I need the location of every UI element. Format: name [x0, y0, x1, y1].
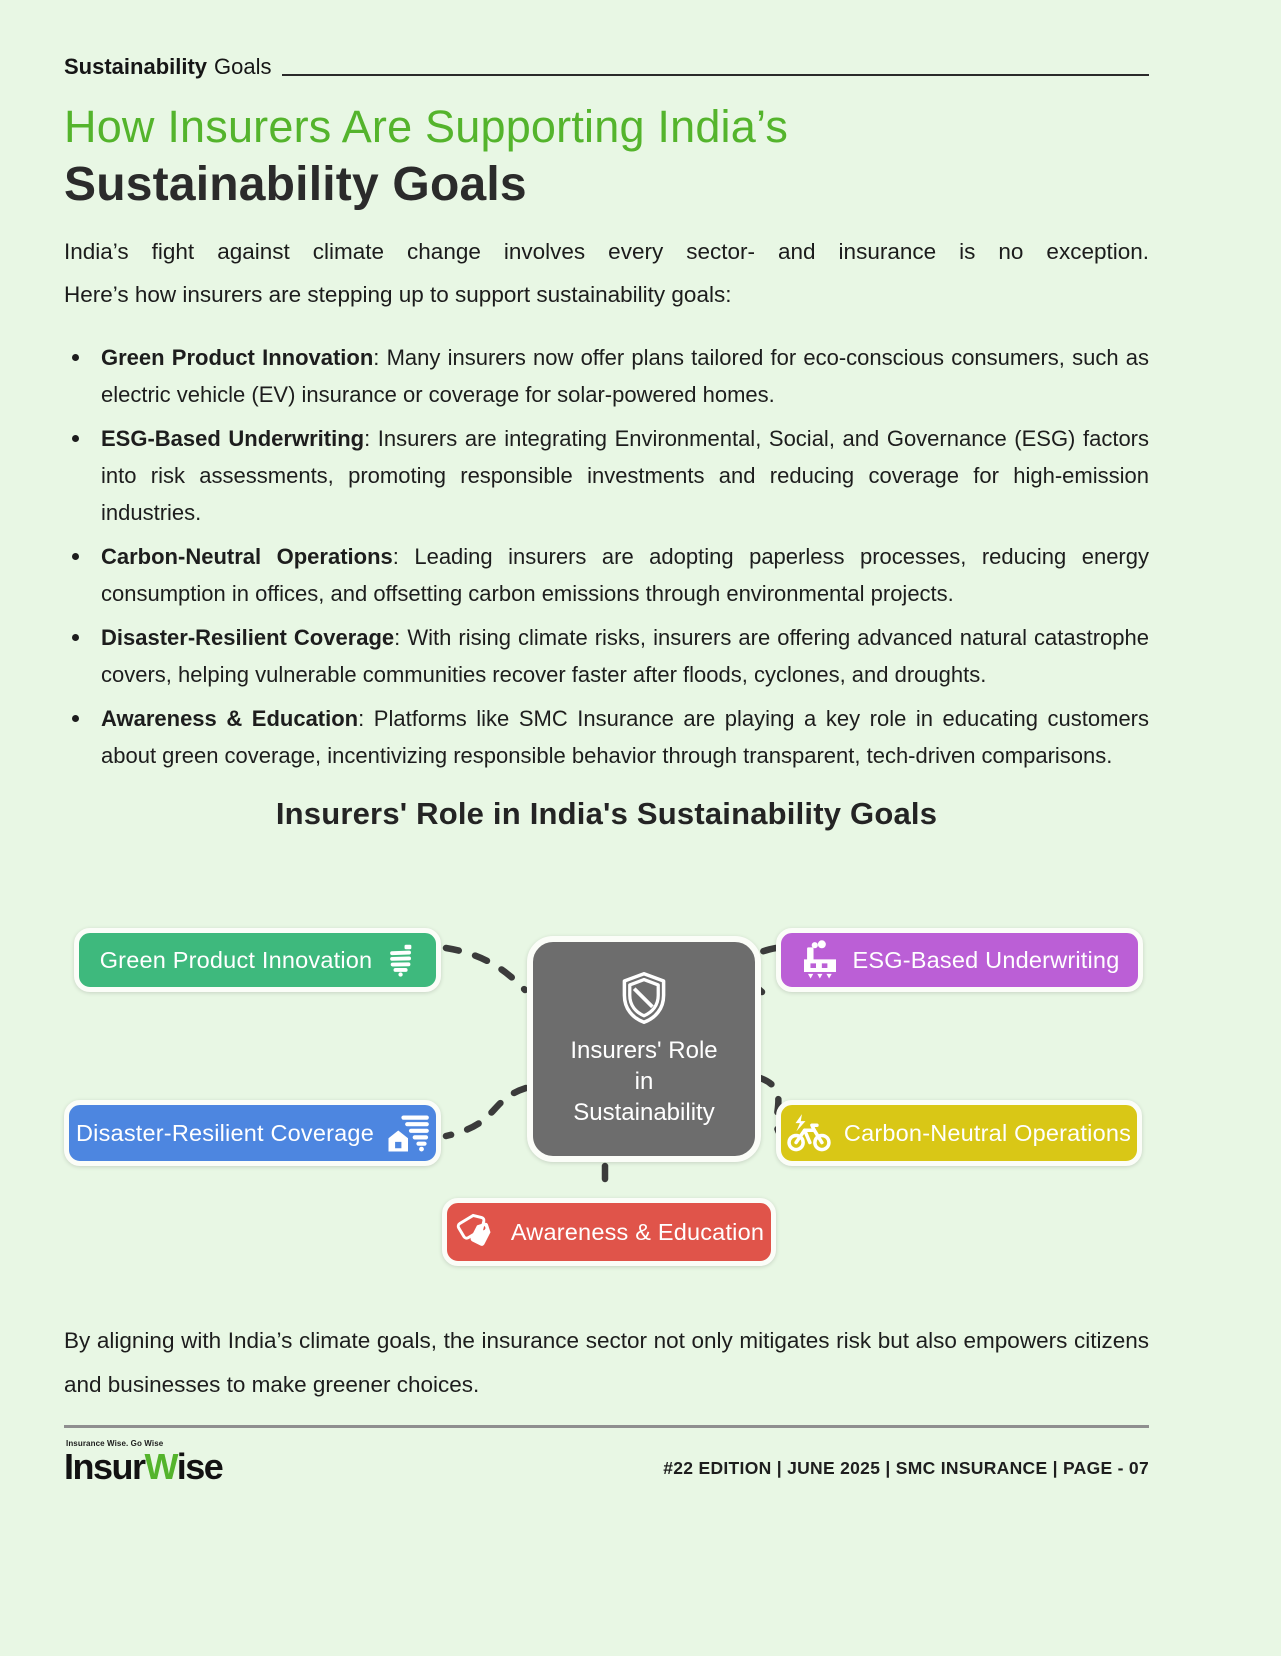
intro-paragraph — [64, 230, 1149, 316]
connector-green-center — [446, 948, 525, 990]
shield-icon — [616, 970, 672, 1026]
bullet-text: : With rising climate risks, insurers are offering advanced natural catastrophe covers, helping vulnerable communities recover faster after floods, cyclones, and droughts. — [101, 624, 1149, 687]
center-node-label-line1: Insurers' Role — [570, 1037, 718, 1065]
node-label: ESG-Based Underwriting — [852, 946, 1120, 973]
node-label: Awareness & Education — [510, 1218, 765, 1245]
bullet-lead: Carbon-Neutral Operations — [101, 543, 393, 569]
logo-wordmark — [64, 1446, 223, 1488]
bullet-item-disaster-resilient-coverage — [64, 620, 1149, 694]
page-title-line2: Sustainability Goals — [64, 158, 527, 211]
center-node-label-line2: in — [634, 1068, 654, 1096]
sustainability-diagram — [64, 848, 1149, 1303]
closing-paragraph: By aligning with India’s climate goals, the insurance sector not only mitigates risk but also empowers citizens and businesses to make greener choices. — [64, 1328, 1149, 1398]
logo-part-ise: ise — [176, 1446, 223, 1488]
footer-rule — [64, 1425, 1149, 1428]
bullet-item-esg-based-underwriting — [64, 421, 1149, 532]
factory-icon — [800, 940, 840, 980]
bullet-list — [64, 340, 1149, 774]
connector-blue-center — [446, 1088, 526, 1136]
bullet-lead: ESG-Based Underwriting — [101, 425, 365, 451]
eyebrow — [64, 54, 1149, 80]
eyebrow-regular: Goals — [214, 54, 272, 79]
intro-line1: India’s fight against climate change involves every sector- and insurance is no exception. — [64, 238, 1149, 264]
node-carbon-neutral-operations — [776, 1100, 1142, 1166]
node-label: Green Product Innovation — [99, 946, 373, 973]
footer-meta: #22 EDITION | JUNE 2025 | SMC INSURANCE | PAGE - 07 — [663, 1458, 1149, 1479]
diagram-heading: Insurers' Role in India's Sustainability Goals — [275, 796, 938, 832]
insurwise-logo — [64, 1439, 223, 1488]
center-node-label-line3: Sustainability — [573, 1098, 715, 1126]
bullet-text: : Leading insurers are adopting paperless processes, reducing energy consumption in offices, and offsetting carbon emissions through environmental projects. — [101, 543, 1149, 606]
footer — [64, 1439, 1149, 1488]
logo-part-insur: Insur — [64, 1446, 145, 1488]
bullet-text: : Platforms like SMC Insurance are playing a key role in educating customers about green coverage, incentivizing responsible behavior through transparent, tech-driven comparisons. — [101, 705, 1149, 768]
bullet-lead: Disaster-Resilient Coverage — [101, 624, 395, 650]
bullet-text: : Many insurers now offer plans tailored for eco-conscious consumers, such as electric vehicle (EV) insurance or coverage for solar-powered homes. — [101, 344, 1149, 407]
logo-tagline: Insurance Wise. Go Wise — [66, 1439, 164, 1449]
logo-part-w: W — [144, 1446, 177, 1488]
node-label: Disaster-Resilient Coverage — [76, 1119, 374, 1146]
node-label: Carbon-Neutral Operations — [843, 1119, 1132, 1146]
node-disaster-resilient-coverage — [64, 1100, 441, 1166]
node-green-product-innovation — [74, 928, 441, 992]
eyebrow-bold: Sustainability — [64, 54, 208, 79]
node-esg-based-underwriting — [776, 928, 1143, 992]
bullet-lead: Green Product Innovation — [101, 344, 374, 370]
bullet-item-awareness-education — [64, 701, 1149, 775]
cfl-bulb-icon — [385, 943, 415, 977]
bullet-item-green-product-innovation — [64, 340, 1149, 414]
page-title-line1: How Insurers Are Supporting India’s — [64, 101, 789, 152]
tags-icon — [454, 1212, 498, 1252]
e-bike-icon — [787, 1113, 831, 1153]
tornado-house-icon — [387, 1114, 429, 1153]
bullet-lead: Awareness & Education — [101, 705, 359, 731]
bullet-text: : Insurers are integrating Environmental, Social, and Governance (ESG) factors into risk assessments, promoting responsible investments and reducing coverage for high-emission industries. — [101, 425, 1149, 525]
center-node-insurers-role — [527, 936, 761, 1162]
node-awareness-education — [442, 1198, 776, 1266]
eyebrow-rule — [282, 74, 1149, 76]
bullet-item-carbon-neutral-operations — [64, 539, 1149, 613]
intro-line2: Here’s how insurers are stepping up to support sustainability goals: — [64, 281, 732, 307]
